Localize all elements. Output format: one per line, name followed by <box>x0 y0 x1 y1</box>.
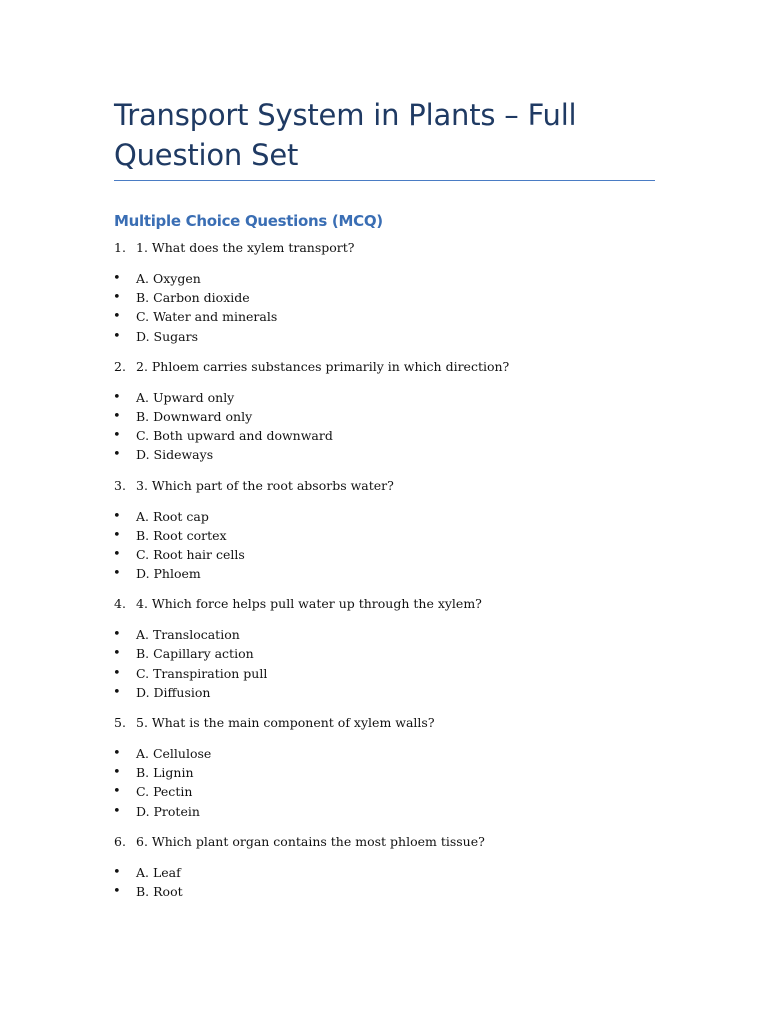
option-text: A. Cellulose <box>136 746 212 761</box>
bullet-icon: • <box>113 803 121 819</box>
option-text: B. Root <box>136 883 183 899</box>
option-item <box>0 683 768 702</box>
question-text: 3. Which part of the root absorbs water? <box>136 477 394 493</box>
question-number: 6. <box>114 833 126 849</box>
option-item <box>0 426 768 445</box>
question-text: 5. What is the main component of xylem walls? <box>136 715 435 730</box>
option-item <box>0 744 768 763</box>
option-text: D. Sideways <box>136 447 214 463</box>
option-text: D. Protein <box>136 803 200 819</box>
bullet-icon: • <box>113 566 121 582</box>
bullet-icon: • <box>113 309 121 325</box>
option-list <box>0 269 768 346</box>
option-item <box>0 545 768 564</box>
bullet-icon: • <box>113 864 121 880</box>
bullet-icon: • <box>113 408 121 424</box>
option-text: D. Diffusion <box>136 684 211 700</box>
document-title: Transport System in Plants – Full Question Set <box>114 98 577 172</box>
bullet-icon: • <box>113 765 121 781</box>
option-item <box>0 307 768 326</box>
bullet-icon: • <box>113 447 121 463</box>
option-text: A. Oxygen <box>136 271 201 286</box>
option-item <box>0 802 768 821</box>
question-item <box>0 476 768 584</box>
bullet-icon: • <box>113 684 121 700</box>
option-item <box>0 388 768 407</box>
bullet-icon: • <box>113 746 121 761</box>
option-item <box>0 564 768 583</box>
bullet-icon: • <box>113 784 121 800</box>
bullet-icon: • <box>113 389 121 405</box>
option-text: D. Phloem <box>136 566 201 582</box>
option-list <box>0 388 768 465</box>
option-item <box>0 445 768 464</box>
option-item <box>0 664 768 683</box>
option-text: B. Root cortex <box>136 527 227 543</box>
option-text: C. Both upward and downward <box>136 428 333 444</box>
bullet-icon: • <box>113 665 121 681</box>
question-item <box>0 832 768 901</box>
title-underline <box>114 180 655 181</box>
option-item <box>0 526 768 545</box>
question-list <box>0 238 768 912</box>
question-text: 4. Which force helps pull water up through the xylem? <box>136 596 482 612</box>
option-item <box>0 644 768 663</box>
question-number: 4. <box>114 596 126 612</box>
option-item <box>0 327 768 346</box>
bullet-icon: • <box>113 290 121 306</box>
option-text: A. Translocation <box>136 627 240 643</box>
bullet-icon: • <box>113 508 121 524</box>
option-text: C. Water and minerals <box>136 309 278 325</box>
bullet-icon: • <box>113 627 121 643</box>
option-item <box>0 288 768 307</box>
question-number: 1. <box>114 240 126 255</box>
option-item <box>0 625 768 644</box>
bullet-icon: • <box>113 428 121 444</box>
question-number: 3. <box>114 477 126 493</box>
option-item <box>0 269 768 288</box>
option-list <box>0 625 768 702</box>
bullet-icon: • <box>113 646 121 662</box>
question-text: 1. What does the xylem transport? <box>136 240 355 255</box>
option-item <box>0 863 768 882</box>
question-number: 5. <box>114 715 126 730</box>
option-item <box>0 507 768 526</box>
option-text: B. Capillary action <box>136 646 254 662</box>
question-text: 2. Phloem carries substances primarily in which direction? <box>136 358 510 374</box>
option-list <box>0 863 768 901</box>
question-text: 6. Which plant organ contains the most phloem tissue? <box>136 833 485 849</box>
option-text: A. Leaf <box>136 864 181 880</box>
option-item <box>0 882 768 901</box>
option-text: C. Pectin <box>136 784 193 800</box>
option-item <box>0 763 768 782</box>
option-text: C. Transpiration pull <box>136 665 268 681</box>
option-text: B. Lignin <box>136 765 194 781</box>
bullet-icon: • <box>113 328 121 344</box>
option-text: C. Root hair cells <box>136 546 245 562</box>
question-item <box>0 594 768 702</box>
option-item <box>0 407 768 426</box>
option-item <box>0 782 768 801</box>
question-item <box>0 238 768 346</box>
option-text: B. Downward only <box>136 408 253 424</box>
question-item <box>0 357 768 465</box>
bullet-icon: • <box>113 546 121 562</box>
bullet-icon: • <box>113 527 121 543</box>
option-text: A. Root cap <box>136 508 209 524</box>
option-list <box>0 744 768 821</box>
option-text: D. Sugars <box>136 328 198 344</box>
section-heading-mcq: Multiple Choice Questions (MCQ) <box>114 212 383 230</box>
question-number: 2. <box>114 358 126 374</box>
question-item <box>0 713 768 821</box>
option-text: B. Carbon dioxide <box>136 290 250 306</box>
option-list <box>0 507 768 584</box>
bullet-icon: • <box>113 271 121 286</box>
bullet-icon: • <box>113 883 121 899</box>
option-text: A. Upward only <box>136 389 235 405</box>
